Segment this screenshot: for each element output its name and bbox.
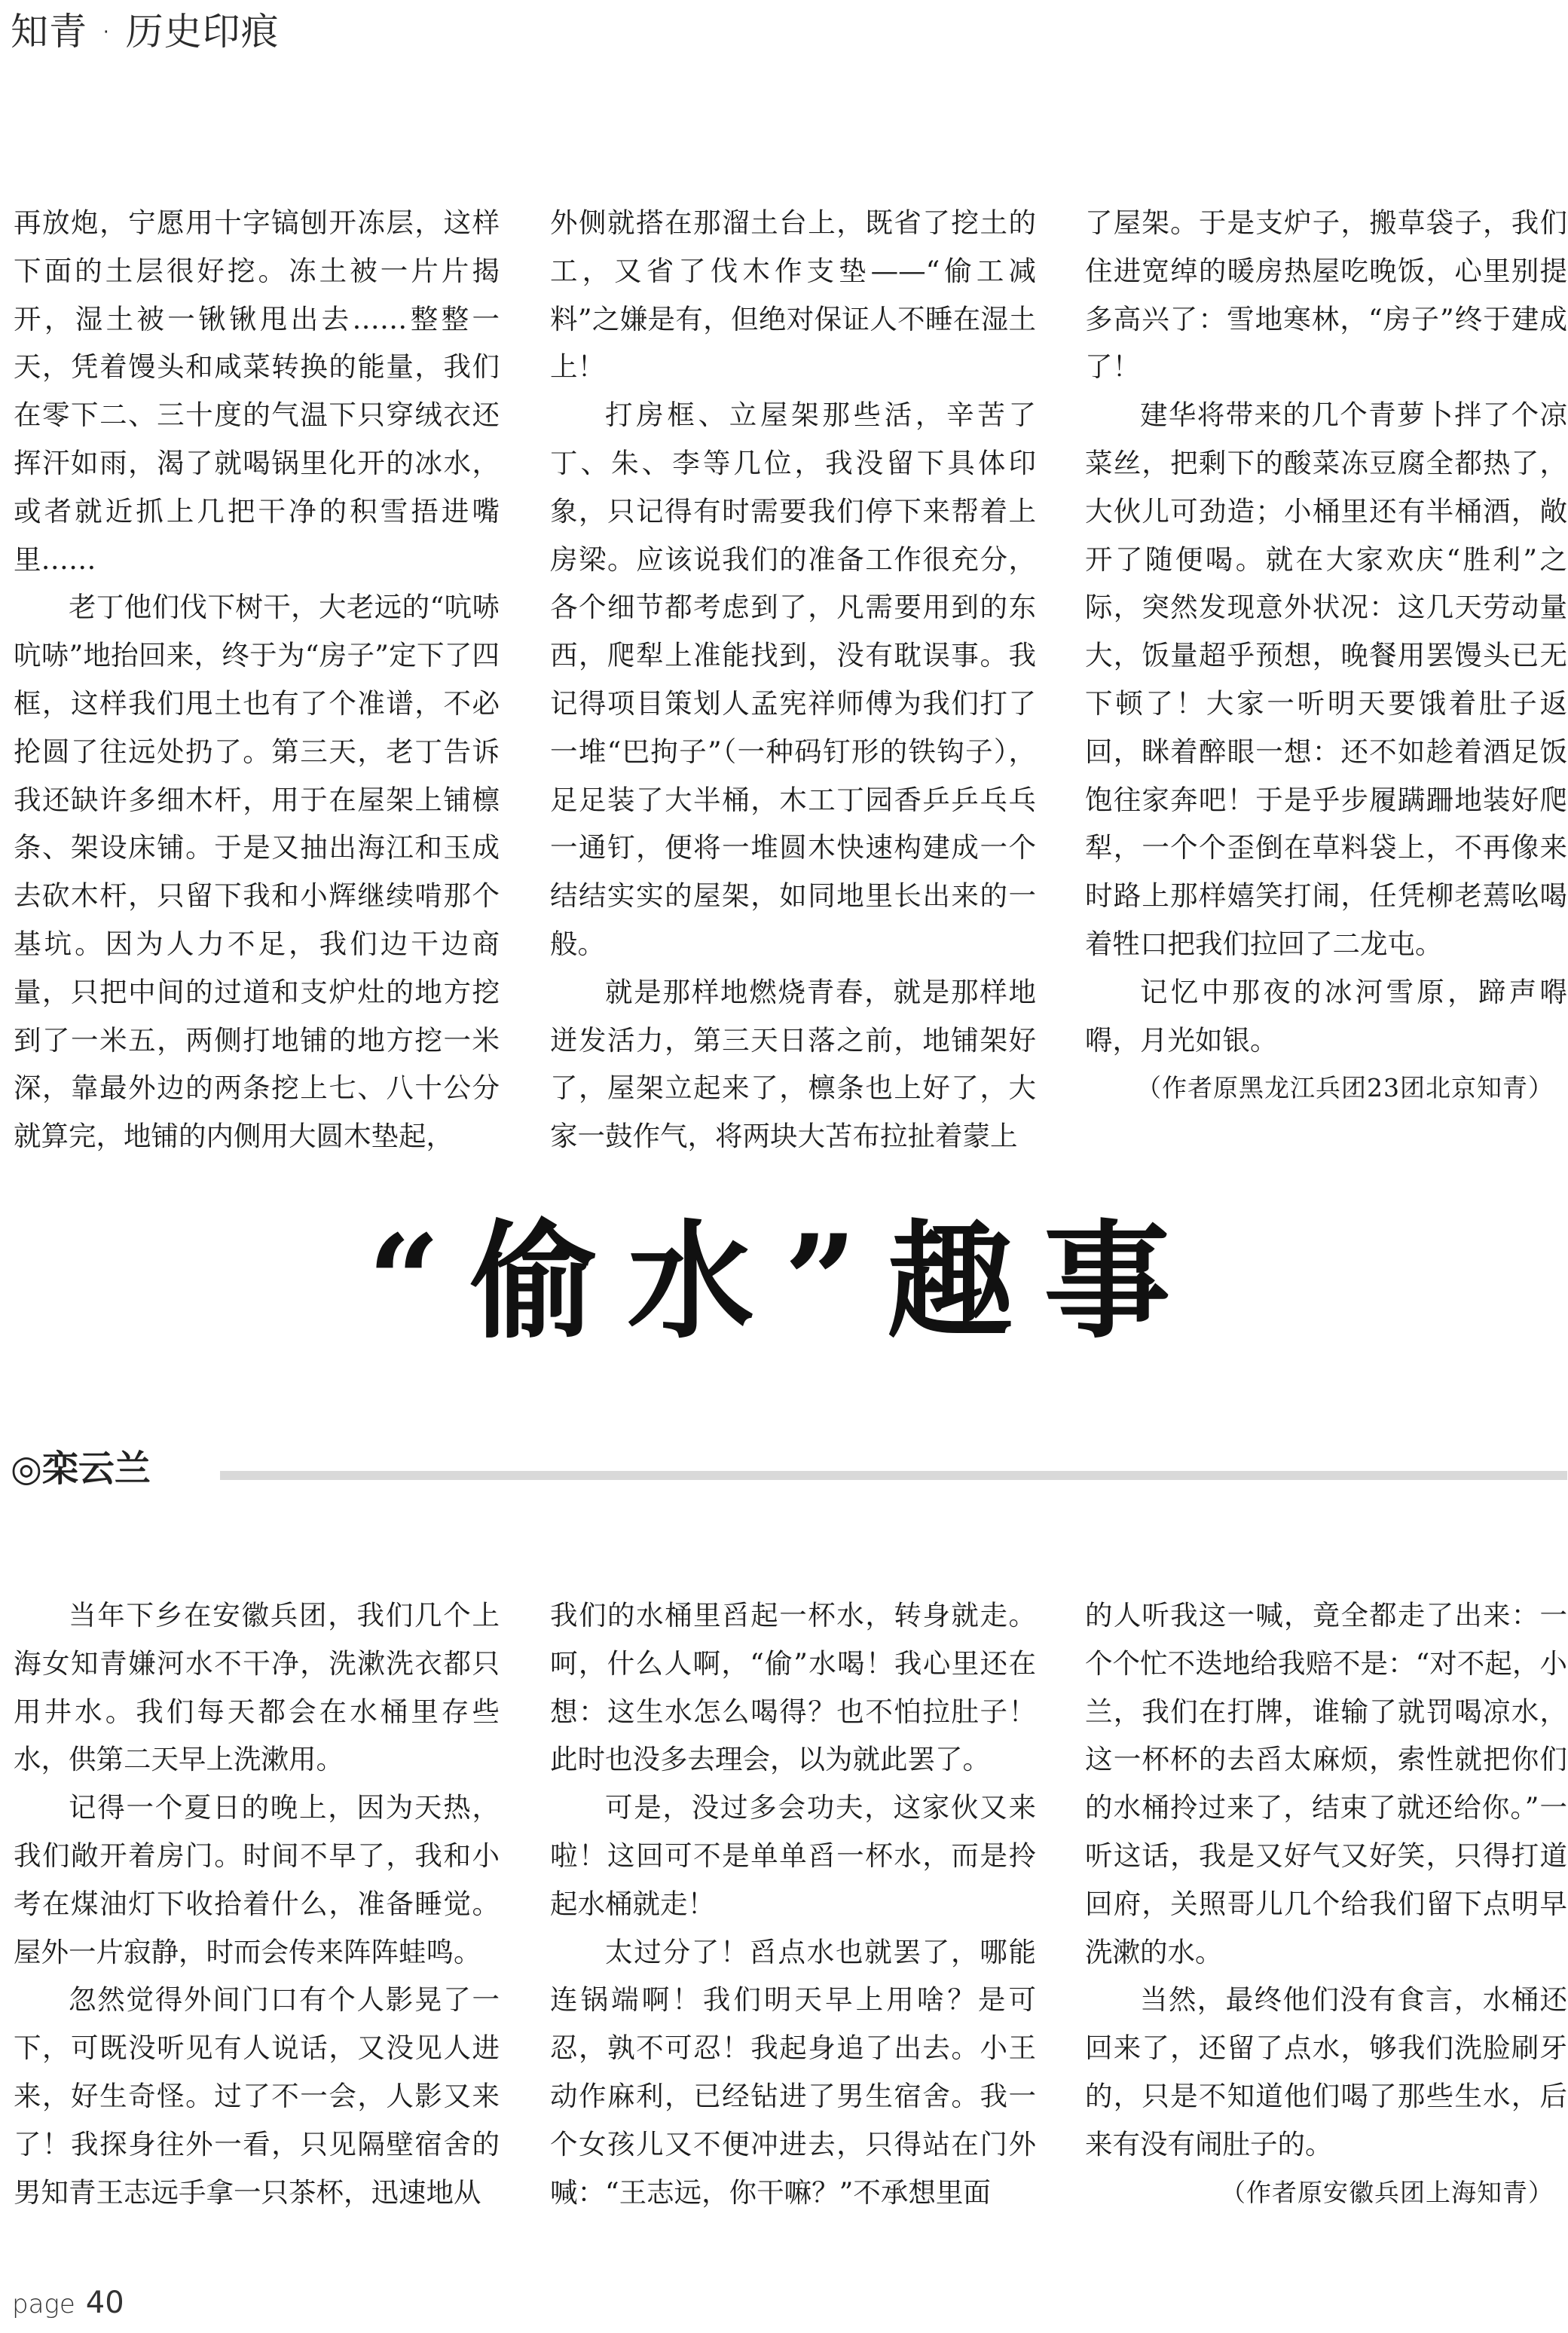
bottom-article-column-2: [550, 1592, 1036, 2216]
paragraph: 的人听我这一喊，竟全都走了出来：一个个忙不迭地给我赔不是：“对不起，小兰，我们在打牌，谁输了就罚喝凉水，这一杯杯的去舀太麻烦，索性就把你们的水桶拎过来了，结束了就还给你。”一听这话，我是又好气又好笑，只得打道回府，关照哥儿几个给我们留下点明早洗漱的水。: [1085, 1599, 1567, 1968]
page-label: page: [12, 2289, 75, 2319]
paragraph: 外侧就搭在那溜土台上，既省了挖土的工，又省了伐木作支垫——“偷工减料”之嫌是有，但绝对保证人不睡在湿土上！: [550, 206, 1036, 384]
author-note: （作者原安徽兵团上海知青）: [1221, 2177, 1554, 2207]
paragraph: 记忆中那夜的冰河雪原，蹄声嘚嘚，月光如银。: [1085, 975, 1567, 1056]
paragraph: 建华将带来的几个青萝卜拌了个凉菜丝，把剩下的酸菜冻豆腐全都热了，大伙儿可劲造；小桶里还有半桶酒，敞开了随便喝。就在大家欢庆“胜利”之际，突然发现意外状况：这几天劳动量大，饭量超乎预想，晚餐用罢馒头已无下顿了！大家一听明天要饿着肚子返回，眯着醉眼一想：还不如趁着酒足饭饱往家奔吧！于是乎步履蹒跚地装好爬犁，一个个歪倒在草料袋上，不再像来时路上那样嬉笑打闹，任凭柳老蔫吆喝着牲口把我们拉回了二龙屯。: [1085, 399, 1567, 960]
bottom-article-column-3: [1085, 1592, 1567, 2216]
paragraph: 老丁他们伐下树干，大老远的“吭哧吭哧”地抬回来，终于为“房子”定下了四框，这样我们甩土也有了个准谱，不必抡圆了往远处扔了。第三天，老丁告诉我还缺许多细木杆，用于在屋架上铺檩条、架设床铺。于是又抽出海江和玉成去砍木杆，只留下我和小辉继续啃那个基坑。因为人力不足，我们边干边商量，只把中间的过道和支炉灶的地方挖到了一米五，两侧打地铺的地方挖一米深，靠最外边的两条挖上七、八十公分就算完，地铺的内侧用大圆木垫起，: [14, 591, 500, 1153]
author-note: （作者原黑龙江兵团23团北京知青）: [1136, 1073, 1554, 1103]
paragraph: 可是，没过多会功夫，这家伙又来啦！这回可不是单单舀一杯水，而是拎起水桶就走！: [550, 1791, 1036, 1920]
paragraph: 我们的水桶里舀起一杯水，转身就走。呵，什么人啊，“偷”水喝！我心里还在想：这生水怎么喝得？也不怕拉肚子！此时也没多去理会，以为就此罢了。: [550, 1599, 1036, 1776]
paragraph: 打房框、立屋架那些活，辛苦了丁、朱、李等几位，我没留下具体印象，只记得有时需要我们停下来帮着上房梁。应该说我们的准备工作很充分，各个细节都考虑到了，凡需要用到的东西，爬犁上准能找到，没有耽误事。我记得项目策划人孟宪祥师傅为我们打了一堆“巴拘子”（一种码钉形的铁钩子），足足装了大半桶，木工丁园香乒乒乓乓一通钉，便将一堆圆木快速构建成一个结结实实的屋架，如同地里长出来的一般。: [550, 399, 1036, 960]
paragraph: 忽然觉得外间门口有个人影晃了一下，可既没听见有人说话，又没见人进来，好生奇怪。过了不一会，人影又来了！我探身往外一看，只见隔壁宿舍的男知青王志远手拿一只茶杯，迅速地从: [14, 1983, 500, 2209]
title-divider: [220, 1471, 1567, 1480]
paragraph: 再放炮，宁愿用十字镐刨开冻层，这样下面的土层很好挖。冻土被一片片揭开，湿土被一锹锹甩出去……整整一天，凭着馒头和咸菜转换的能量，我们在零下二、三十度的气温下只穿绒衣还挥汗如雨，渴了就喝锅里化开的冰水，或者就近抓上几把干净的积雪捂进嘴里……: [14, 206, 500, 576]
section-header: 知青 · 历史印痕: [11, 10, 280, 54]
author-row: [11, 1442, 1567, 1495]
paragraph: 就是那样地燃烧青春，就是那样地迸发活力，第三天日落之前，地铺架好了，屋架立起来了，檩条也上好了，大家一鼓作气，将两块大苫布拉扯着蒙上: [550, 975, 1036, 1153]
article-title: “偷水”趣事: [367, 1206, 1201, 1356]
paragraph: 当年下乡在安徽兵团，我们几个上海女知青嫌河水不干净，洗漱洗衣都只用井水。我们每天都会在水桶里存些水，供第二天早上洗漱用。: [14, 1599, 500, 1776]
paragraph: 了屋架。于是支炉子，搬草袋子，我们住进宽绰的暖房热屋吃晚饭，心里别提多高兴了：雪地寒林，“房子”终于建成了！: [1085, 206, 1567, 384]
paragraph: 太过分了！舀点水也就罢了，哪能连锅端啊！我们明天早上用啥？是可忍，孰不可忍！我起身追了出去。小王动作麻利，已经钻进了男生宿舍。我一个女孩儿又不便冲进去，只得站在门外喊：“王志远，你干嘛？”不承想里面: [550, 1935, 1036, 2209]
author-name: ◎栾云兰: [11, 1448, 151, 1490]
page-footer: [12, 2280, 124, 2331]
top-article-column-2: [550, 199, 1036, 1160]
top-article-column-1: [14, 199, 500, 1160]
bottom-article-column-1: [14, 1592, 500, 2216]
paragraph: 记得一个夏日的晚上，因为天热，我们敞开着房门。时间不早了，我和小考在煤油灯下收拾着什么，准备睡觉。屋外一片寂静，时而会传来阵阵蛙鸣。: [14, 1791, 500, 1968]
top-article-column-3: [1085, 199, 1567, 1112]
page-number: 40: [85, 2286, 124, 2320]
paragraph: 当然，最终他们没有食言，水桶还回来了，还留了点水，够我们洗脸刷牙的，只是不知道他们喝了那些生水，后来有没有闹肚子的。: [1085, 1983, 1567, 2160]
